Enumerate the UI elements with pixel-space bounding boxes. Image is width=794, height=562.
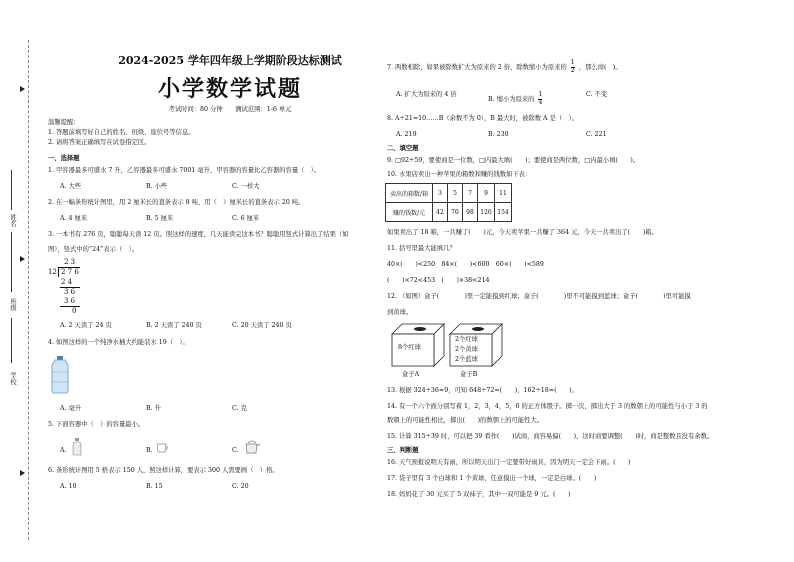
q7-frac-num: 1 xyxy=(570,59,575,66)
q11-line1: 40×( )<250 84×( )<600 60×( )<589 xyxy=(387,261,544,268)
binding-class-label: 班级 xyxy=(9,298,16,311)
kettle-icon xyxy=(244,438,260,454)
q6-stem: 6. 条形统计图用 5 格表示 150 人，照这样计算，要表示 300 人需要画（ ）格。 xyxy=(48,467,279,474)
table-cell: 126 xyxy=(478,203,495,222)
section-choice: 一、选择题 xyxy=(48,155,80,162)
q7-option-c[interactable]: C. 不变 xyxy=(586,91,608,98)
section-judge: 三、判断题 xyxy=(387,447,419,454)
division-remainder1: 3 6 xyxy=(64,288,76,296)
table-row xyxy=(386,184,512,203)
seal-line xyxy=(28,40,29,540)
q14-line2: 数朝上的可能性相比，掷出( )的数朝上的可能性大。 xyxy=(387,417,544,424)
division-remainder2: 0 xyxy=(72,307,77,315)
sales-table xyxy=(385,183,512,222)
q7-option-b[interactable] xyxy=(488,92,542,107)
q17-text: 17. 袋子里有 3 个白球和 1 个黄球，任意摸出一个球，一定是白球。( ) xyxy=(387,475,597,482)
q8-option-c[interactable]: C. 221 xyxy=(586,131,607,138)
exam-subject-title: 小学数学试题 xyxy=(157,76,302,102)
q2-option-b[interactable]: B. 5 厘米 xyxy=(146,215,174,222)
q12-stem: 12. （如图）盒子( )里一定能摸到红球；盒子( )里不可能摸到蓝球；盒子( )里可能摸 xyxy=(387,293,691,300)
section-fill: 二、填空题 xyxy=(387,145,419,152)
q18-text: 18. 妈妈花了 30 元买了 5 双袜子，其中一双可能是 9 元。( ) xyxy=(387,491,571,498)
name-line xyxy=(11,170,12,210)
q7-option-b-den: 4 xyxy=(538,98,543,106)
q6-option-b[interactable]: B. 15 xyxy=(146,483,163,490)
q8-option-a[interactable]: A. 219 xyxy=(396,131,417,138)
table-row-label: 卖出的箱数/箱 xyxy=(386,184,433,203)
table-row-label: 赚的钱数/元 xyxy=(386,203,433,222)
binding-school-label: 学校 xyxy=(9,372,16,385)
q2-option-a[interactable]: A. 4 厘米 xyxy=(60,215,88,222)
q2-option-c[interactable]: C. 6 厘米 xyxy=(232,215,260,222)
q3-option-c[interactable]: C. 20 天读了 240 页 xyxy=(232,322,292,329)
q1-option-b[interactable]: B. 小些 xyxy=(146,183,168,190)
q4-option-b[interactable]: B. 升 xyxy=(146,405,161,412)
box-a-label: 盒子A xyxy=(402,371,420,378)
q7-frac-den: 2 xyxy=(570,66,575,74)
seal-marker-icon xyxy=(20,256,25,262)
q8-option-b[interactable]: B. 230 xyxy=(488,131,509,138)
q2-stem: 2. 在一幅条形统计图里，用 2 厘米长的直条表示 8 吨，用（ ）厘米长的直条表示 20 吨。 xyxy=(48,199,305,206)
division-bracket xyxy=(58,267,59,277)
table-cell: 11 xyxy=(495,184,512,203)
division-step1: 2 4 xyxy=(61,278,73,286)
table-cell: 154 xyxy=(495,203,512,222)
q5-option-c[interactable]: C. xyxy=(232,447,239,454)
water-jug-icon xyxy=(50,356,70,394)
table-cell: 98 xyxy=(463,203,478,222)
q7-option-b-num: 1 xyxy=(538,91,543,98)
q1-stem: 1. 甲容器最多可盛水 7 升，乙容器最多可盛水 7001 毫升，甲容器的容量比乙容器的容量（ ）。 xyxy=(48,167,321,174)
binding-strip xyxy=(0,0,30,562)
q9-text: 9. □92÷59，要使商是一位数，□内最大填( )；要使商是两位数，□内最小填( )。 xyxy=(387,157,640,164)
box-b-content-3: 2个蓝球 xyxy=(455,356,478,363)
division-rule xyxy=(60,306,80,307)
exam-title: 2024-2025 学年四年级上学期阶段达标测试 xyxy=(118,54,342,67)
q7-stem-end: ，那么商( )。 xyxy=(578,63,622,71)
exam-meta: 考试时间：80 分钟 测试范围：1-6 单元 xyxy=(168,106,292,113)
table-cell: 9 xyxy=(478,184,495,203)
q14-line1: 14. 有一个六个面分别写着 1，2，3，4，5，6 的正方体骰子。掷一次，掷出大于 3 的数朝上的可能性与小于 3 的 xyxy=(387,403,708,410)
bottle-icon xyxy=(72,438,82,456)
q1-option-c[interactable]: C. 一样大 xyxy=(232,183,260,190)
q3-stem-line1: 3. 一本书有 276 页，聪聪每天读 12 页。照这样的速度，几天能读完这本书？聪聪用竖式计算出了结果（如 xyxy=(48,231,349,238)
table-cell: 70 xyxy=(448,203,463,222)
q8-stem: 8. A÷21=10……B（余数不为 0），B 最大时，被除数 A 是（ ）。 xyxy=(387,115,578,122)
table-cell: 5 xyxy=(448,184,463,203)
q11-line2: ( )×72<453 ( )×38<214 xyxy=(387,277,490,284)
q13-text: 13. 根据 324÷36=9，可知 648÷72=( )，162÷18=( )。 xyxy=(387,387,578,394)
tips-heading: 温馨提醒： xyxy=(48,119,80,126)
q10-line2: 如果卖出了 18 箱，一共赚了( )元，今天卖苹果一共赚了 364 元，今天一共卖出了( )箱。 xyxy=(387,229,658,236)
q1-option-a[interactable]: A. 大些 xyxy=(60,183,82,190)
q7-option-b-fraction xyxy=(538,92,542,107)
q7-option-a[interactable]: A. 扩大为原来的 4 倍 xyxy=(396,91,457,98)
q4-stem: 4. 如图这样的一个纯净水桶大约能装水 19（ ）。 xyxy=(48,339,189,346)
binding-name-label: 姓名 xyxy=(9,214,16,227)
box-b-label: 盒子B xyxy=(460,371,478,378)
seal-marker-icon xyxy=(20,86,25,92)
school-line xyxy=(11,318,12,363)
q7-stem xyxy=(387,60,622,75)
q3-option-b[interactable]: B. 2 天读了 240 页 xyxy=(146,322,202,329)
q4-option-c[interactable]: C. 克 xyxy=(232,405,247,412)
q12-stem-line2: 到黄球。 xyxy=(387,309,413,316)
division-divisor: 12 xyxy=(48,268,57,276)
q5-option-a[interactable]: A. xyxy=(60,447,67,454)
box-b-content-2: 2个黄球 xyxy=(455,346,478,353)
q15-text: 15. 计算 315÷39 时，可以把 39 看作( )试商，商容易偏( )，这时商要调整( )时，商是整数且没有余数。 xyxy=(387,433,714,440)
division-dividend: 2 7 6 xyxy=(61,268,79,276)
q6-option-a[interactable]: A. 10 xyxy=(60,483,77,490)
box-a-content: 8个红球 xyxy=(398,344,421,351)
q10-stem: 10. 水果店卖出一种苹果的箱数和赚的钱数如下表： xyxy=(387,171,532,178)
q5-option-b[interactable]: B. xyxy=(146,447,153,454)
seal-marker-icon xyxy=(20,470,25,476)
q11-stem: 11. 括号里最大能填几？ xyxy=(387,245,456,252)
table-row xyxy=(386,203,512,222)
table-cell: 42 xyxy=(433,203,448,222)
tip-line-2: 2. 请将答案正确填写在试卷指定区。 xyxy=(48,139,151,146)
q3-option-a[interactable]: A. 2 天读了 24 页 xyxy=(60,322,112,329)
q7-stem-text: 7. 两数相除，如果被除数扩大为原来的 2 倍，除数缩小为原来的 xyxy=(387,63,567,71)
q5-stem: 5. 下面容器中（ ）的容量最小。 xyxy=(48,421,145,428)
division-quotient: 2 3 xyxy=(64,258,76,266)
table-cell: 3 xyxy=(433,184,448,203)
q4-option-a[interactable]: A. 毫升 xyxy=(60,405,82,412)
class-line xyxy=(11,232,12,292)
division-step2: 3 6 xyxy=(64,297,76,305)
q16-text: 16. 天气预报说明天有雨，所以明天出门一定要带好雨具，因为明天一定会下雨。( ) xyxy=(387,459,631,466)
q6-option-c[interactable]: C. 20 xyxy=(232,483,249,490)
q7-option-b-text: B. 缩小为原来的 xyxy=(488,95,535,103)
q3-stem-line2: 图），竖式中的“24”表示（ ）。 xyxy=(48,246,139,253)
table-cell: 7 xyxy=(463,184,478,203)
cup-icon xyxy=(156,442,170,454)
box-b-content-1: 2个红球 xyxy=(455,336,478,343)
q7-fraction xyxy=(571,60,575,75)
tip-line-1: 1. 答题前填写好自己的姓名、班级、座位号等信息。 xyxy=(48,129,195,136)
